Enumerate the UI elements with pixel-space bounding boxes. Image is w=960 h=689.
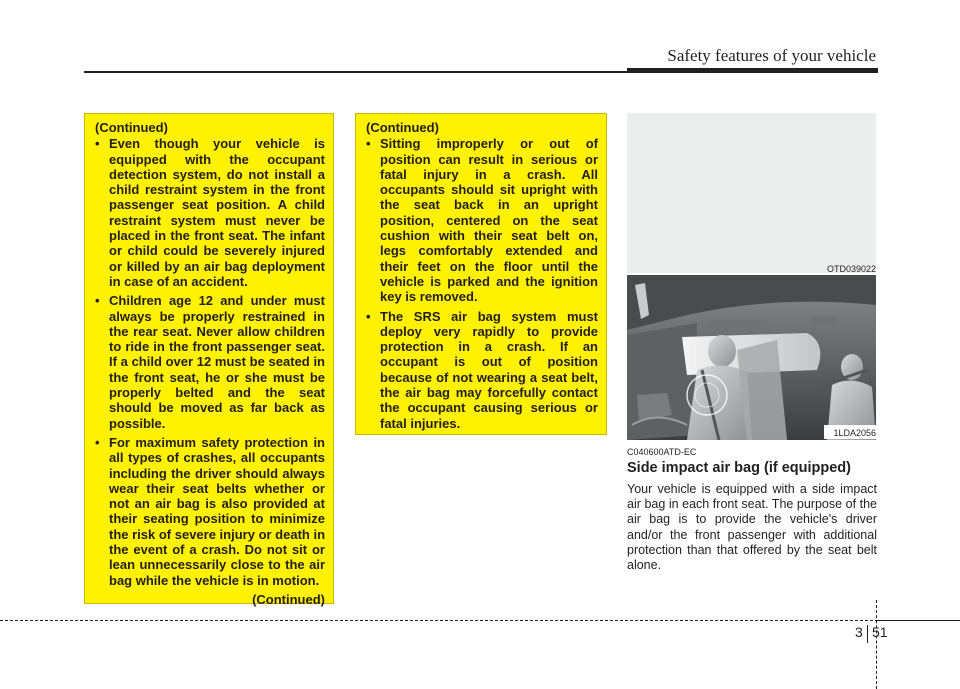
- footer-rule: [0, 620, 878, 621]
- figure-code-bottom: 1LDA2056: [833, 428, 876, 438]
- section-title: Side impact air bag (if equipped): [627, 460, 851, 476]
- footer-rule-right: [876, 620, 960, 621]
- section-code: C040600ATD-EC: [627, 447, 697, 457]
- page-header-title: Safety features of your vehicle: [667, 46, 876, 65]
- warning-box-left: [84, 113, 334, 607]
- continued-label-bottom: (Continued): [252, 591, 325, 607]
- page-number-divider: [867, 625, 868, 643]
- figure-placeholder-top: [627, 113, 876, 273]
- page-number: 51: [872, 624, 888, 640]
- continued-label: (Continued): [366, 120, 439, 135]
- warning-item: • Sitting improperly or out of position can result in serious or fatal injury in a crash. All occupants should sit upright with the seat back in an upright position, centered on the seat cushion with their seat belt on, legs comfortably extended and their feet on the floor until the vehicle is parked and the ignition key is removed.: [366, 136, 598, 304]
- page-crop-line: [876, 600, 877, 689]
- continued-label: (Continued): [95, 120, 168, 135]
- section-body: Your vehicle is equipped with a side impact air bag in each front seat. The purpose of the air bag is to provide the vehicle's driver and/or the front passenger with additional protection than that offered by the seat belt alone.: [627, 482, 877, 573]
- figure-code-top: OTD039022: [826, 264, 876, 274]
- warning-list: [95, 136, 325, 588]
- chapter-number: 3: [855, 624, 863, 640]
- side-airbag-illustration: [627, 275, 876, 440]
- warning-list: [366, 136, 598, 431]
- warning-box-middle: [355, 113, 607, 435]
- warning-item: • Children age 12 and under must always be properly restrained in the rear seat. Never allow children to ride in the front passenger seat. If a child over 12 must be seated in the front seat, he or she must be properly belted and the seat should be moved as far back as possible.: [95, 293, 325, 431]
- warning-item: • The SRS air bag system must deploy very rapidly to provide protection in a crash. If an occupant is out of position because of not wearing a seat belt, the air bag may forcefully contact the occupant causing serious or fatal injuries.: [366, 309, 598, 431]
- warning-item: • Even though your vehicle is equipped with the occupant detection system, do not install a child restraint system in the front passenger seat position. A child restraint system must never be placed in the front seat. The infant or child could be severely injured or killed by an air bag deployment in case of an accident.: [95, 136, 325, 289]
- warning-item: • For maximum safety protection in all types of crashes, all occupants including the driver should always wear their seat belts whether or not an air bag is also provided at their seating position to minimize the risk of severe injury or death in the event of a crash. Do not sit or lean unnecessarily close to the air bag while the vehicle is in motion.: [95, 435, 325, 588]
- header-rule-accent: [627, 68, 878, 73]
